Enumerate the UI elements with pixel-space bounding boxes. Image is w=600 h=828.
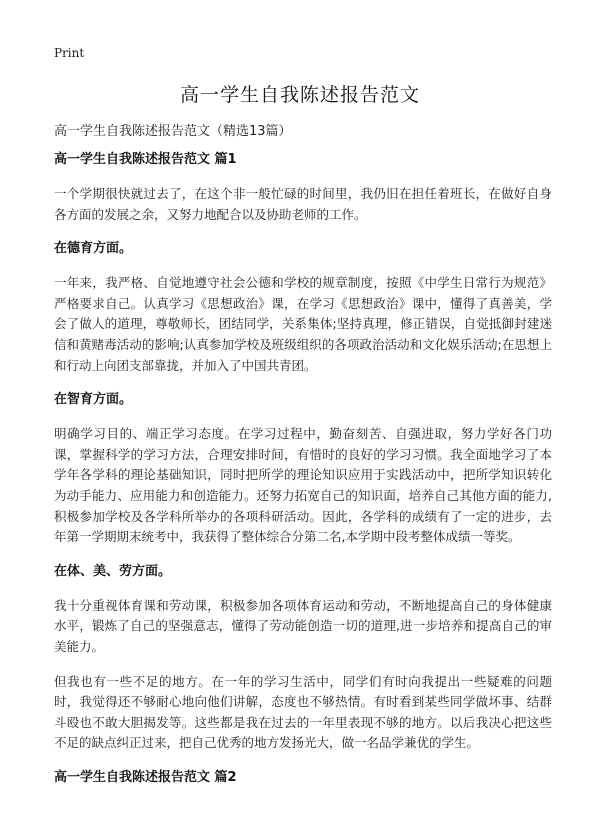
physical-paragraph: 我十分重视体育课和劳动课，积极参加各项体育运动和劳动，不断地提高自己的身体健康水平，锻炼了自己的坚强意志，懂得了劳动能创造一切的道理,进一步培养和提高自己的审美能力。 bbox=[54, 597, 552, 654]
intro-paragraph: 一个学期很快就过去了，在这个非一般忙碌的时间里，我仍旧在担任着班长，在做好自身各方面的发展之余，又努力地配合以及协助老师的工作。 bbox=[54, 186, 552, 222]
moral-heading: 在德育方面。 bbox=[54, 241, 133, 257]
document-subtitle: 高一学生自我陈述报告范文（精选13篇） bbox=[54, 124, 292, 139]
shortcoming-paragraph: 但我也有一些不足的地方。在一年的学习生活中，同学们有时向我提出一些疑难的问题时，我觉得还不够耐心地向他们讲解，态度也不够热情。有时看到某些同学做坏事、结群斗殴也不敢大胆揭发等。这些都是我在过去的一年里表现不够的地方。以后我决心把这些不足的缺点纠正过来，把自己优秀的地方发扬光大，做一名品学兼优的学生。 bbox=[54, 673, 552, 751]
section-heading-2: 高一学生自我陈述报告范文 篇2 bbox=[54, 769, 237, 785]
intellect-paragraph: 明确学习目的、端正学习态度。在学习过程中，勤奋刻苦、自强进取，努力学好各门功课，掌握科学的学习方法，合理安排时间，有惜时的良好的学习习惯。我全面地学习了本学年各学科的理论基础知识，同时把所学的理论知识应用于实践活动中，把所学知识转化为动手能力、应用能力和创造能力。还努力拓宽自己的知识面，培养自己其他方面的能力,积极参加学校及各学科所举办的各项科研活动。因此，各学科的成绩有了一定的进步，去年第一学期期末统考中，我获得了整体综合分第二名,本学期中段考整体成绩一等奖。 bbox=[54, 426, 552, 545]
document-title: 高一学生自我陈述报告范文 bbox=[179, 84, 420, 106]
section-heading-1: 高一学生自我陈述报告范文 篇1 bbox=[54, 152, 237, 167]
intellect-heading: 在智育方面。 bbox=[54, 392, 133, 408]
print-link[interactable]: Print bbox=[54, 46, 85, 60]
document-body bbox=[54, 150, 552, 802]
physical-heading: 在体、美、劳方面。 bbox=[54, 563, 172, 579]
moral-paragraph: 一年来，我严格、自觉地遵守社会公德和学校的规章制度，按照《中学生日常行为规范》严格要求自己。认真学习《思想政治》课，在学习《思想政治》课中，懂得了真善美，学会了做人的道理，尊敬师长，团结同学，关系集体;坚持真理，修正错误，自觉抵御封建迷信和黄赌毒活动的影响;认真参加学校及班级组织的各项政治活动和文化娱乐活动;在思想上和行动上向团支部靠拢，并加入了中国共青团。 bbox=[54, 275, 552, 373]
